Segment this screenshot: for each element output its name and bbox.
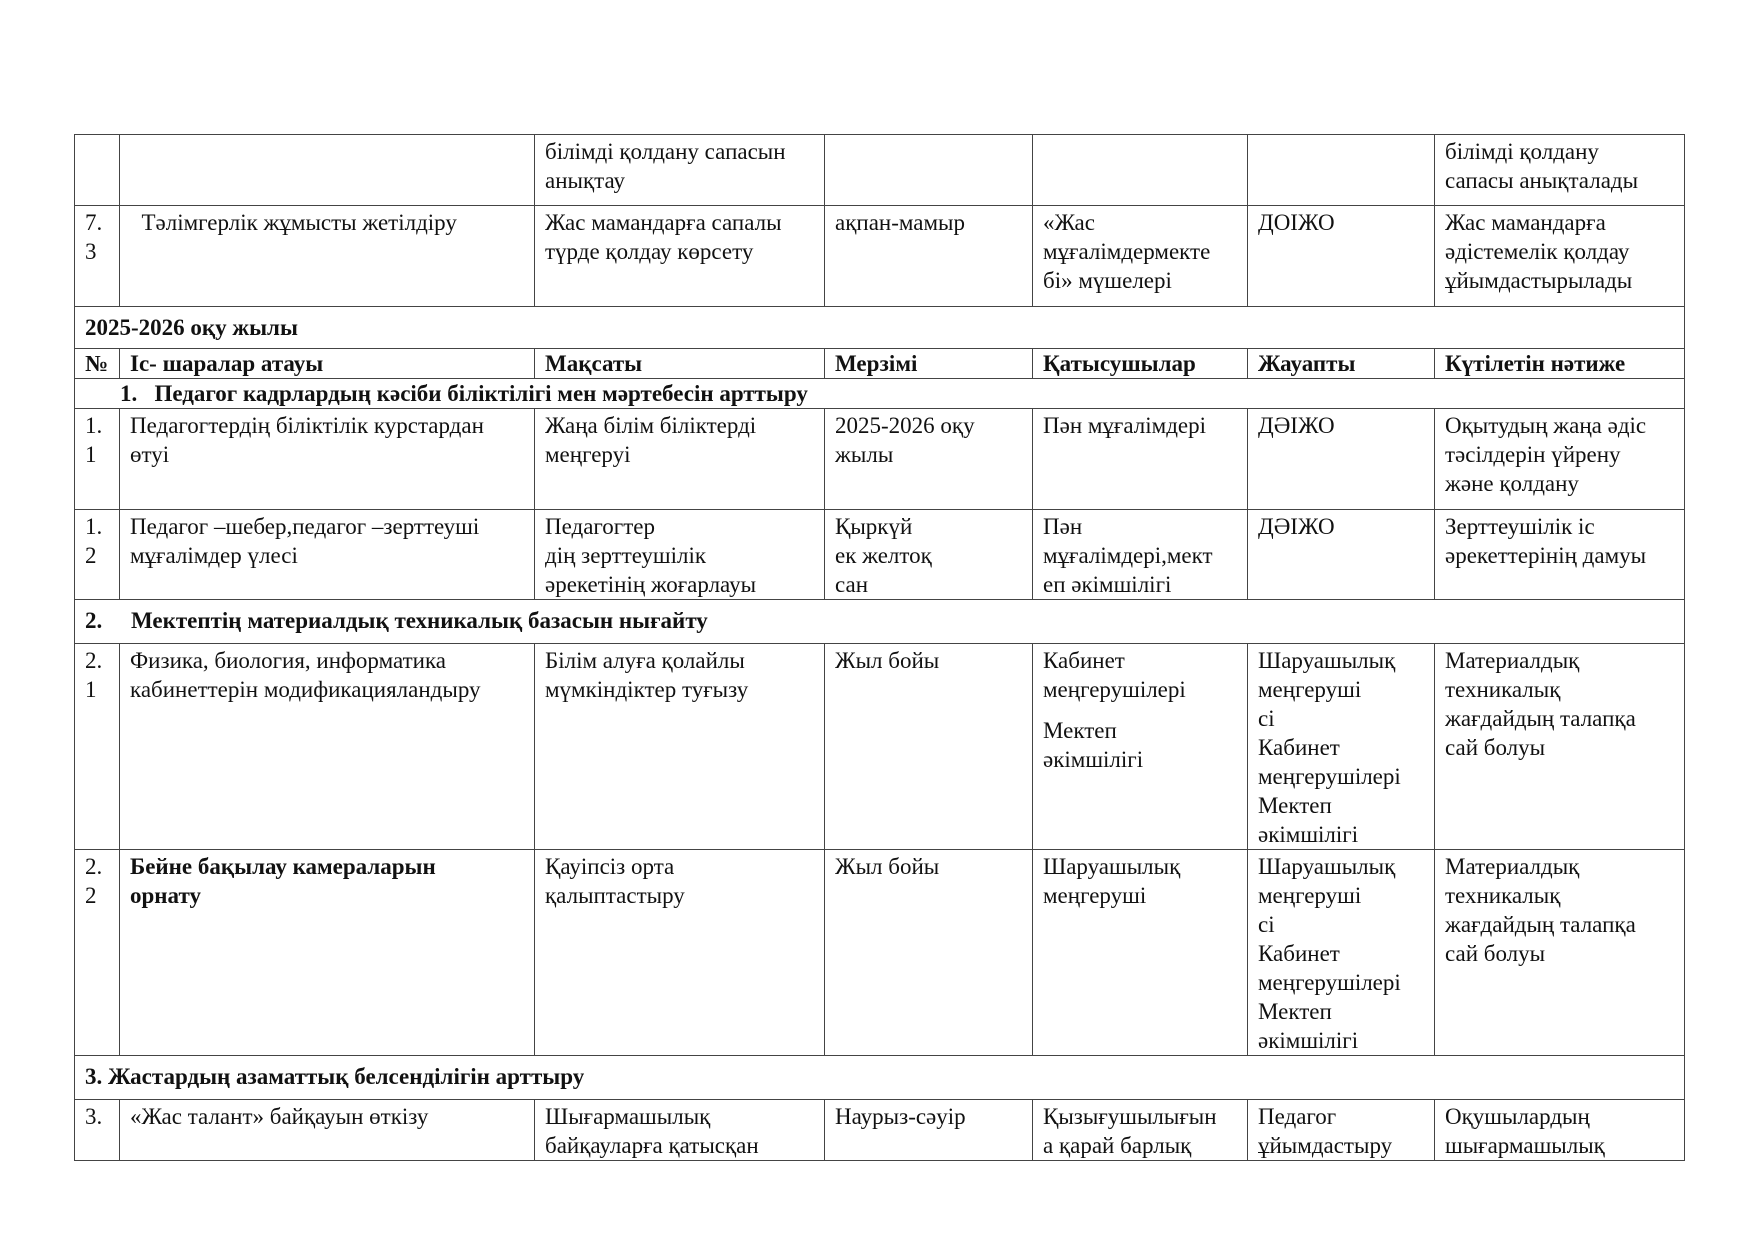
cell-line: әдістемелік қолдау: [1445, 239, 1630, 264]
table-cell: [120, 510, 535, 600]
table-cell: [1435, 850, 1685, 1056]
cell-line: кабинеттерін модификацияландыру: [130, 677, 481, 702]
table-cell: [535, 1100, 825, 1161]
cell-line: Мектеп: [1043, 718, 1117, 743]
cell-line: Педагог –шебер,педагог –зерттеуші: [130, 514, 480, 539]
table-cell: [120, 409, 535, 510]
table-cell: [1033, 510, 1248, 600]
cell-line: Шаруашылық: [1043, 854, 1181, 879]
table-cell: [825, 850, 1033, 1056]
cell-line: [1043, 137, 1237, 149]
cell-line: әрекеттерінің дамуы: [1445, 543, 1647, 568]
cell-line: 1: [85, 677, 97, 702]
table-cell: [825, 510, 1033, 600]
table-cell: [120, 850, 535, 1056]
cell-line: техникалық: [1445, 677, 1561, 702]
table-cell: [1435, 1100, 1685, 1161]
cell-line: ДӘІЖО: [1258, 514, 1335, 539]
cell-line: [1043, 704, 1237, 716]
cell-line: ДОІЖО: [1258, 210, 1335, 235]
cell-line: байқауларға қатысқан: [545, 1133, 759, 1158]
table-cell: [120, 206, 535, 307]
cell-line: әрекетінің жоғарлауы: [545, 572, 757, 597]
cell-line: Материалдық: [1445, 854, 1580, 879]
cell-line: Физика, биология, информатика: [130, 648, 446, 673]
table-cell: [535, 850, 825, 1056]
table-cell: [825, 135, 1033, 206]
cell-line: шығармашылық: [1445, 1133, 1605, 1158]
cell-line: қалыптастыру: [545, 883, 685, 908]
section-row: [75, 600, 1685, 644]
cell-line: Мектеп: [1258, 999, 1332, 1024]
cell-line: [1258, 137, 1424, 149]
cell-line: Пән мұғалімдері: [1043, 413, 1206, 438]
table-cell: [1033, 644, 1248, 850]
cell-line: [85, 137, 117, 149]
table-cell: [1435, 135, 1685, 206]
cell-line: сі: [1258, 706, 1275, 731]
cell-line: [130, 137, 524, 149]
cell-line: Кабинет: [1258, 941, 1340, 966]
table-row: [75, 510, 1685, 600]
column-header: Мақсаты: [535, 349, 825, 379]
table-cell: [1435, 409, 1685, 510]
cell-line: Жас мамандарға: [1445, 210, 1606, 235]
table-cell: [75, 135, 120, 206]
cell-line: ұйымдастырылады: [1445, 268, 1633, 293]
cell-line: мұғалімдермекте: [1043, 239, 1211, 264]
cell-line: Пән: [1043, 514, 1083, 539]
cell-line: меңгерушілері: [1258, 970, 1401, 995]
table-cell: [75, 644, 120, 850]
document-page: [74, 134, 1684, 1161]
table-row: [75, 409, 1685, 510]
cell-line: Оқытудың жаңа әдіс: [1445, 413, 1647, 438]
table-cell: [1248, 206, 1435, 307]
cell-line: Педагог: [1258, 1104, 1337, 1129]
section-title: 2025-2026 оқу жылы: [75, 307, 1685, 349]
table-cell: [1248, 510, 1435, 600]
cell-line: түрде қолдау көрсету: [545, 239, 754, 264]
table-cell: [1033, 206, 1248, 307]
cell-line: «Жас: [1043, 210, 1095, 235]
table-cell: [75, 206, 120, 307]
cell-line: Педагогтердің біліктілік курстардан: [130, 413, 484, 438]
cell-line: 7.: [85, 210, 103, 235]
cell-line: Қыркүй: [835, 514, 913, 539]
table-cell: [825, 1100, 1033, 1161]
cell-line: ақпан-мамыр: [835, 210, 965, 235]
cell-line: Қызығушылығын: [1043, 1104, 1217, 1129]
table-cell: [1033, 135, 1248, 206]
cell-line: Мектеп: [1258, 793, 1332, 818]
cell-line: дің зерттеушілік: [545, 543, 707, 568]
table-cell: [1435, 206, 1685, 307]
table-cell: [1033, 850, 1248, 1056]
section-title: 1. Педагог кадрлардың кәсіби біліктілігі мен мәртебесін арттыру: [75, 379, 1685, 409]
column-header: Мерзімі: [825, 349, 1033, 379]
table-cell: [75, 409, 120, 510]
column-header: Жауапты: [1248, 349, 1435, 379]
section-row: [75, 307, 1685, 349]
table-cell: [75, 1100, 120, 1161]
table-cell: [120, 644, 535, 850]
cell-line: өтуі: [130, 442, 170, 467]
cell-line: сапасы анықталады: [1445, 168, 1639, 193]
cell-line: мұғалімдері,мект: [1043, 543, 1213, 568]
cell-line: Жыл бойы: [835, 854, 940, 879]
section-title: 3. Жастардың азаматтық белсенділігін арттыру: [75, 1056, 1685, 1100]
table-cell: [1435, 510, 1685, 600]
cell-line: техникалық: [1445, 883, 1561, 908]
header-row: [75, 349, 1685, 379]
table-cell: [1248, 644, 1435, 850]
cell-line: Шығармашылық: [545, 1104, 711, 1129]
table-cell: [120, 1100, 535, 1161]
table-cell: [825, 409, 1033, 510]
cell-line: Наурыз-сәуір: [835, 1104, 966, 1129]
cell-line: тәсілдерін үйрену: [1445, 442, 1621, 467]
table-cell: [1435, 644, 1685, 850]
cell-line: Білім алуға қолайлы: [545, 648, 745, 673]
cell-line: жылы: [835, 442, 894, 467]
cell-line: 3.: [85, 1104, 103, 1129]
cell-line: меңгеруші: [1043, 883, 1147, 908]
cell-line: 1: [85, 442, 97, 467]
cell-line: әкімшілігі: [1258, 1028, 1359, 1053]
cell-line: 2: [85, 543, 97, 568]
cell-line: Материалдық: [1445, 648, 1580, 673]
cell-line: анықтау: [545, 168, 626, 193]
cell-line: 2: [85, 883, 97, 908]
cell-line: Шаруашылық: [1258, 854, 1396, 879]
table-cell: [75, 510, 120, 600]
table-cell: [535, 409, 825, 510]
table-cell: [1248, 409, 1435, 510]
cell-line: ек желтоқ: [835, 543, 932, 568]
cell-line: Бейне бақылау камераларын: [130, 854, 436, 879]
column-header: Қатысушылар: [1033, 349, 1248, 379]
cell-line: ДӘІЖО: [1258, 413, 1335, 438]
cell-line: меңгерушілері: [1258, 764, 1401, 789]
table-row: [75, 644, 1685, 850]
cell-line: 1.: [85, 413, 103, 438]
cell-line: меңгеруші: [1258, 883, 1362, 908]
table-cell: [1248, 1100, 1435, 1161]
table-cell: [1248, 135, 1435, 206]
cell-line: 2.: [85, 854, 103, 879]
cell-line: Кабинет: [1258, 735, 1340, 760]
cell-line: еп әкімшілігі: [1043, 572, 1172, 597]
table-row: [75, 206, 1685, 307]
cell-line: [835, 137, 1022, 149]
plan-table: [74, 134, 1685, 1161]
cell-line: әкімшілігі: [1258, 822, 1359, 847]
table-row: [75, 1100, 1685, 1161]
cell-line: Педагогтер: [545, 514, 655, 539]
cell-line: сай болуы: [1445, 735, 1546, 760]
cell-line: орнату: [130, 883, 201, 908]
column-header: Күтілетін нәтиже: [1435, 349, 1685, 379]
table-cell: [825, 206, 1033, 307]
cell-line: Оқушылардың: [1445, 1104, 1590, 1129]
table-cell: [75, 850, 120, 1056]
column-header: №: [75, 349, 120, 379]
cell-line: Кабинет: [1043, 648, 1125, 673]
table-cell: [1033, 409, 1248, 510]
cell-line: жағдайдың талапқа: [1445, 706, 1636, 731]
cell-line: меңгерушілері: [1043, 677, 1186, 702]
cell-line: 2.: [85, 648, 103, 673]
section-row: [75, 379, 1685, 409]
table-row: [75, 850, 1685, 1056]
column-header: Іс- шаралар атауы: [120, 349, 535, 379]
cell-line: сі: [1258, 912, 1275, 937]
cell-line: сай болуы: [1445, 941, 1546, 966]
cell-line: меңгеруі: [545, 442, 631, 467]
cell-line: білімді қолдану сапасын: [545, 139, 786, 164]
cell-line: Тәлімгерлік жұмысты жетілдіру: [130, 210, 457, 235]
table-cell: [120, 135, 535, 206]
cell-line: мұғалімдер үлесі: [130, 543, 298, 568]
cell-line: 3: [85, 239, 97, 264]
cell-line: 1.: [85, 514, 103, 539]
table-cell: [535, 135, 825, 206]
cell-line: меңгеруші: [1258, 677, 1362, 702]
cell-line: мүмкіндіктер туғызу: [545, 677, 749, 702]
cell-line: бі» мүшелері: [1043, 268, 1172, 293]
table-cell: [825, 644, 1033, 850]
cell-line: 2025-2026 оқу: [835, 413, 975, 438]
table-row: [75, 135, 1685, 206]
cell-line: ұйымдастыру: [1258, 1133, 1393, 1158]
section-title: 2. Мектептің материалдық техникалық базасын нығайту: [75, 600, 1685, 644]
cell-line: Қауіпсіз орта: [545, 854, 675, 879]
cell-line: жағдайдың талапқа: [1445, 912, 1636, 937]
table-cell: [535, 206, 825, 307]
table-cell: [1033, 1100, 1248, 1161]
cell-line: Шаруашылық: [1258, 648, 1396, 673]
cell-line: Зерттеушілік іс: [1445, 514, 1595, 539]
table-cell: [535, 510, 825, 600]
table-cell: [535, 644, 825, 850]
cell-line: және қолдану: [1445, 471, 1579, 496]
cell-line: Жыл бойы: [835, 648, 940, 673]
cell-line: а қарай барлық: [1043, 1133, 1192, 1158]
table-cell: [1248, 850, 1435, 1056]
cell-line: Жас мамандарға сапалы: [545, 210, 782, 235]
cell-line: білімді қолдану: [1445, 139, 1599, 164]
cell-line: Жаңа білім біліктерді: [545, 413, 757, 438]
cell-line: әкімшілігі: [1043, 747, 1144, 772]
cell-line: сан: [835, 572, 869, 597]
section-row: [75, 1056, 1685, 1100]
cell-line: «Жас талант» байқауын өткізу: [130, 1104, 429, 1129]
